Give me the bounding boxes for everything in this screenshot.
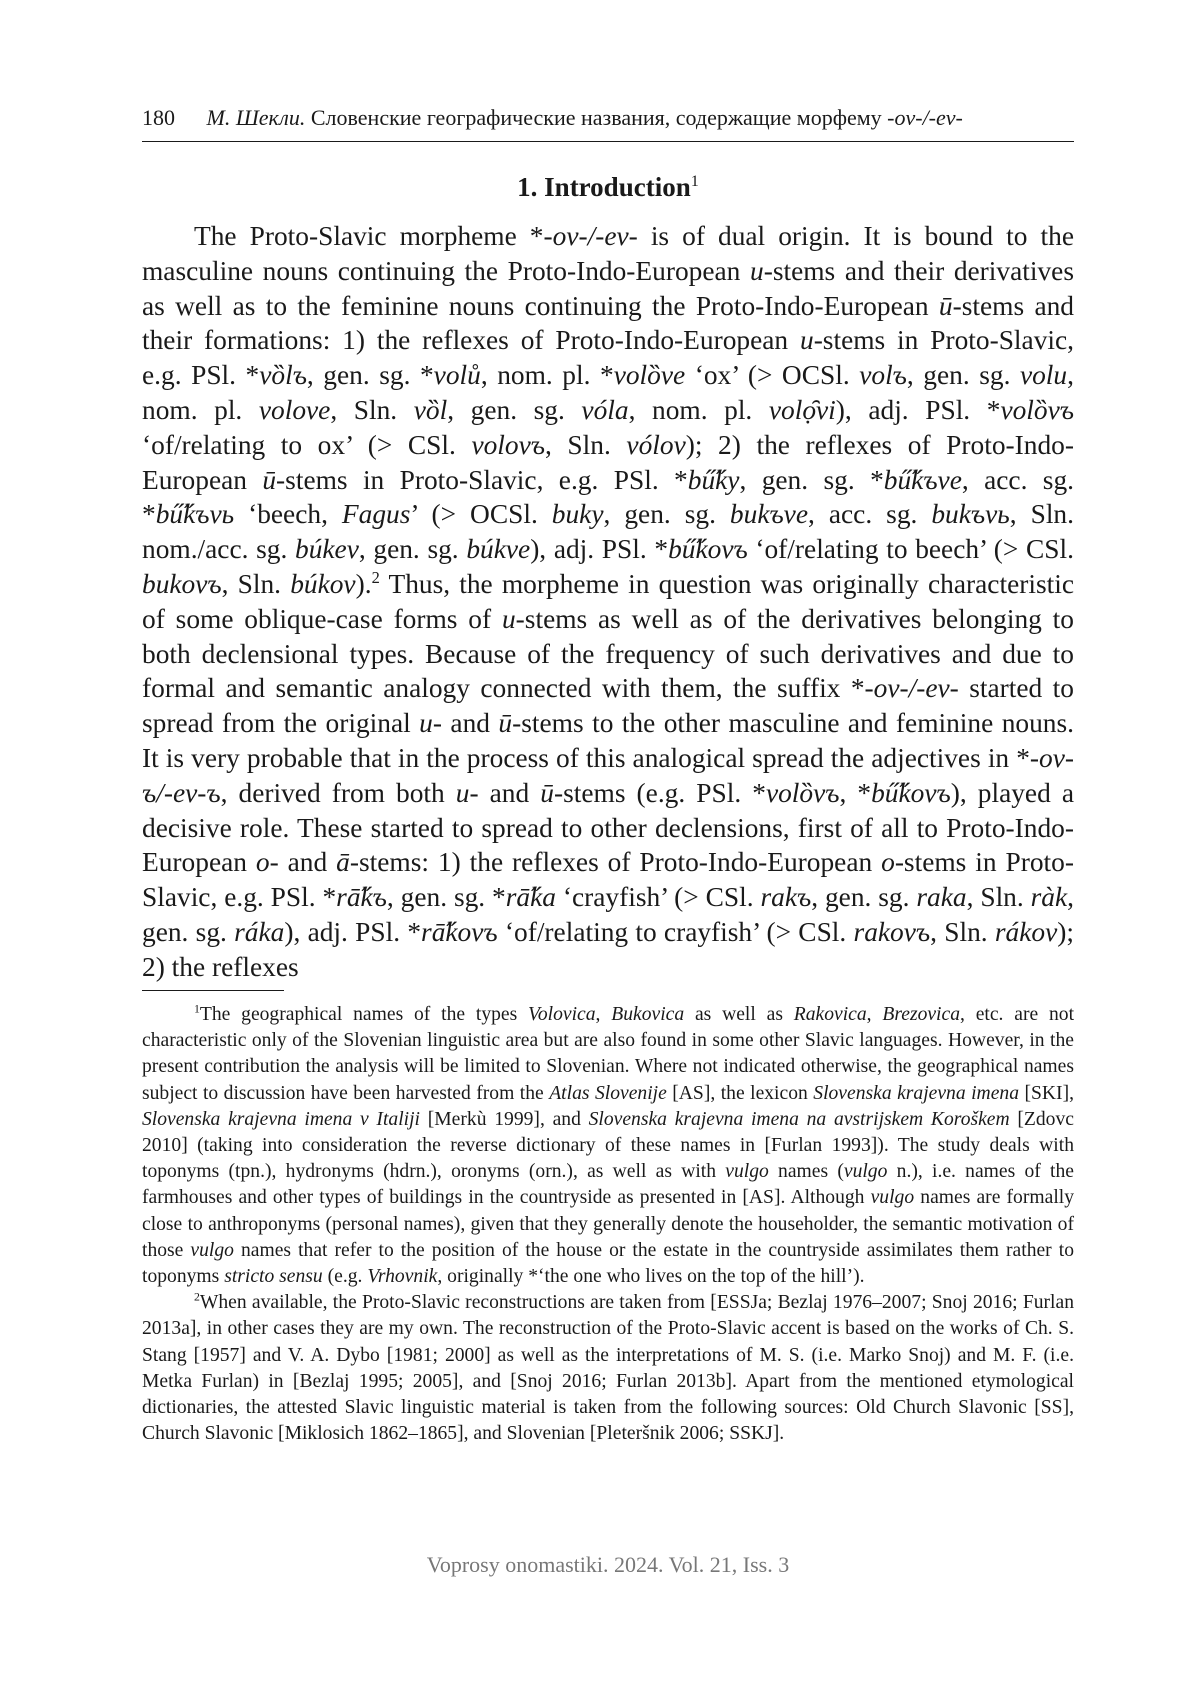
text-run: , Sln. [545, 429, 627, 460]
text-run: - and [469, 777, 541, 808]
text-run: , Sln. [966, 882, 1031, 913]
italic-term: ū [540, 777, 554, 808]
text-run: , gen. sg. [142, 882, 1074, 947]
italic-term: u [799, 325, 814, 356]
italic-term: ráka [234, 916, 285, 947]
text-run: [Zdovc 2010] (taking into consideration the reverse dictionary of these names in [Furlan 1993]). The study deals with toponyms (tpn.), hydronyms (hdrn.), oronyms (orn.), as well as with [142, 1108, 1074, 1183]
text-run: The Proto-Slavic morpheme * [194, 221, 544, 251]
text-run: -stems in Proto-Slavic, e.g. PSl. * [142, 325, 1074, 391]
text-run: -stems (e.g. PSl. * [553, 777, 766, 808]
italic-term: volove [258, 394, 331, 425]
italic-term: volovъ [471, 429, 545, 460]
italic-term: rā̋kovъ [421, 916, 498, 947]
italic-term: rā̋ka [505, 882, 556, 913]
italic-term: Brezovica [882, 1004, 960, 1025]
footnote-number: 2 [194, 1290, 200, 1304]
italic-term: -ov-/-ev- [543, 221, 638, 251]
text-run: names are formally close to anthroponyms (personal names), given that they generally denote the householder, the semantic motivation of those [142, 1187, 1074, 1261]
footnote-ref-1[interactable]: 1 [690, 172, 699, 190]
italic-term: buky [551, 499, 604, 530]
italic-term: Atlas Slovenije [549, 1082, 667, 1104]
text-run: -stems to the other masculine and feminine nouns. It is very probable that in the process of this analogical spread the adjectives in * [142, 708, 1075, 773]
header-title: Словенские географические названия, содержащие морфему [310, 105, 882, 130]
text-run: ‘of/relating to beech’ (> CSl. [747, 534, 1074, 565]
text-run: ‘ox’ (> OCSl. [685, 360, 860, 391]
text-run: When available, the Proto-Slavic reconstructions are taken from [ESSJa; Bezlaj 1976–2007; Snoj 2016; Furlan 2013a], in other cases they are my own. The reconstruction of the Proto-Slavic accent is based on the works of Ch. S. Stang [1957] and V. A. Dybo [1981; 2000] as well as the interpretations of M. S. (i.e. Marko Snoj) and M. F. (i.e. Metka Furlan) in [Bezlaj 1995; 2005], and [Snoj 2016; Furlan 2013b]. Apart from the mentioned etymological dictionaries, the attested Slavic linguistic material is taken from the following sources: Old Church Slavonic [SS], Church Slavonic [Miklosich 1862–1865], and Slovenian [Pleteršnik 2006; SSKJ]. [142, 1292, 1074, 1445]
text-run: (e.g. [322, 1266, 368, 1288]
italic-term: rakovъ [853, 916, 931, 947]
italic-term: u [419, 708, 433, 739]
italic-term: -ov-/-ev- [864, 673, 959, 704]
running-head [142, 104, 1074, 132]
text-run: , acc. sg. [808, 499, 932, 530]
footnotes [142, 1002, 1074, 1447]
text-run: , [595, 1004, 612, 1025]
body-paragraph [142, 219, 1074, 985]
text-run: -stems and their formations: 1) the reflexes of Proto-Indo-European [142, 290, 1074, 356]
text-run: -stems in Proto-Slavic, e.g. PSl. * [142, 847, 1074, 913]
italic-term: bű̋ky [687, 464, 740, 495]
text-run: ‘of/relating to ox’ (> CSl. [142, 429, 472, 460]
italic-term: vȍl [413, 394, 448, 425]
text-run: , * [839, 777, 872, 808]
italic-term: u [455, 777, 470, 808]
italic-term: vulgo [843, 1161, 888, 1183]
italic-term: volọ̑vi [768, 394, 836, 425]
italic-term: bű̋kъve [883, 464, 962, 495]
text-run: ’ (> OCSl. [410, 499, 552, 530]
text-run: , nom. pl. [142, 360, 1074, 425]
italic-term: bű̋kъvь [155, 499, 235, 530]
text-run: ); 2) the reflexes [142, 916, 1074, 982]
text-run: , originally *‘the one who lives on the top of the hill’). [437, 1266, 865, 1288]
footnote-number: 1 [194, 1002, 200, 1016]
italic-term: rákov [994, 916, 1058, 947]
italic-term: bukъvь [931, 499, 1010, 530]
text-run: Thus, the morpheme in question was originally characteristic of some oblique-case forms of [142, 568, 1074, 634]
text-run: , gen. sg. [811, 882, 917, 913]
italic-term: vulgo [725, 1161, 769, 1183]
italic-term: bukovъ [142, 568, 222, 599]
italic-term: rā̋kъ [336, 882, 387, 913]
section-title [142, 170, 1074, 204]
italic-term: Volovica [528, 1004, 596, 1025]
italic-term: volȍve [613, 360, 686, 391]
text-run: , gen. sg. * [739, 464, 884, 495]
text-run: , Sln. [930, 916, 995, 947]
italic-term: volu [1019, 360, 1068, 391]
italic-term: bukъve [729, 499, 809, 530]
italic-term: Bukovica [611, 1004, 685, 1025]
italic-term: ā [336, 847, 350, 878]
italic-term: ū [262, 464, 277, 495]
text-run: , Sln. [330, 394, 414, 425]
italic-term: Rakovica [793, 1004, 867, 1025]
italic-term: Fagus [341, 499, 411, 530]
italic-term: u [501, 603, 516, 634]
italic-term: búkev [295, 534, 359, 565]
italic-term: raka [916, 882, 967, 913]
italic-term: Vrhovnik [367, 1266, 438, 1288]
footnote-ref[interactable]: 2 [371, 567, 380, 587]
italic-term: stricto sensu [224, 1266, 323, 1288]
page-number: 180 [142, 105, 175, 130]
text-run: , derived from both [220, 777, 456, 808]
text-run: , gen. sg. [358, 534, 467, 565]
text-run: -stems in Proto-Slavic, e.g. PSl. * [276, 464, 688, 495]
text-run: as well as [684, 1004, 794, 1025]
italic-term: rakъ [760, 882, 812, 913]
text-run: is of dual origin. It is bound to the masculine nouns continuing the Proto-Indo-European [142, 221, 1074, 286]
text-run: The geographical names of the types [199, 1004, 529, 1025]
italic-term: Slovenska krajevna imena [813, 1082, 1019, 1104]
text-run: [SKI], [1019, 1082, 1074, 1104]
footnote-1 [142, 1002, 1074, 1290]
text-run: ‘beech, [234, 499, 342, 530]
text-run: n.), i.e. names of the farmhouses and other types of buildings in the countryside as presented in [AS]. Although [142, 1161, 1074, 1209]
text-run: , gen. sg. * [306, 360, 434, 391]
italic-term: Slovenska krajevna imena v Italiji [142, 1108, 420, 1130]
text-run: , gen. sg. * [386, 882, 506, 913]
text-run: , acc. sg. * [142, 464, 1074, 530]
italic-term: búkve [466, 534, 531, 565]
italic-term: bű̋kovъ [871, 777, 951, 808]
italic-term: volȍvъ [1000, 394, 1074, 425]
text-run: [AS], the lexicon [666, 1082, 814, 1104]
italic-term: bű̋kovъ [668, 534, 748, 565]
text-run: ), adj. PSl. * [284, 916, 422, 947]
text-run: , nom. pl. [628, 394, 769, 425]
text-run: [Merkù 1999], and [419, 1108, 589, 1130]
italic-term: Slovenska krajevna imena na avstrijskem Koroškem [588, 1108, 1010, 1130]
italic-term: o [255, 847, 270, 878]
italic-term: ràk [1030, 882, 1068, 913]
text-run: , gen. sg. [906, 360, 1020, 391]
italic-term: vȍlъ [259, 360, 307, 391]
italic-term: vulgo [870, 1187, 915, 1209]
italic-term: o [881, 847, 895, 878]
italic-term: volъ [859, 360, 907, 391]
text-run: started to spread from the original [142, 673, 1074, 739]
footnote-2 [142, 1290, 1074, 1447]
text-run: ). [355, 568, 372, 599]
text-run: - and [269, 847, 337, 878]
text-run: ); 2) the reflexes of Proto-Indo-European [142, 429, 1074, 495]
text-run: names that refer to the position of the house or the estate in the countryside assimilates them rather to toponyms [142, 1239, 1074, 1288]
italic-term: búkov [290, 568, 356, 599]
italic-term: -ov-ъ/-ev-ъ [142, 742, 1074, 808]
text-run: , nom. pl. * [480, 360, 614, 391]
header-author: М. Шекли. [206, 105, 306, 130]
text-run: -stems: 1) the reflexes of Proto-Indo-European [349, 847, 882, 878]
text-run: , gen. sg. [447, 394, 582, 425]
text-run: -stems as well as of the derivatives belonging to both declensional types. Because of the frequency of such derivatives and due to formal and semantic analogy connected with them, the suffix * [142, 603, 1074, 704]
text-run: names ( [768, 1161, 844, 1183]
italic-term: ū [498, 708, 513, 739]
text-run: - and [432, 708, 499, 739]
text-run: ), adj. PSl. * [835, 394, 1001, 425]
text-run: ‘of/relating to crayfish’ (> CSl. [497, 916, 854, 947]
italic-term: volȍvъ [765, 777, 840, 808]
text-run: , Sln. nom./acc. sg. [142, 499, 1074, 565]
italic-term: vóla [581, 394, 629, 425]
italic-term: ū [938, 290, 953, 321]
footnote-separator [142, 990, 284, 991]
text-run: , etc. are not characteristic only of the Slovenian linguistic area but are also found in some other Slavic languages. However, in the present contribution the analysis will be limited to Slovenian. Where not indicated otherwise, the geographical names subject to discussion have been harvested from the [142, 1004, 1075, 1104]
journal-citation: Voprosy onomastiki. 2024. Vol. 21, Iss. 3 [426, 1552, 790, 1577]
header-morpheme: -ov-/-ev- [887, 105, 963, 130]
text-run: ), played a decisive role. These started to spread to other declensions, first of all to Proto-Indo-European [142, 777, 1074, 878]
section-title-text: 1. Introduction [517, 172, 691, 202]
italic-term: volů [433, 360, 481, 391]
italic-term: vólov [626, 429, 686, 460]
header-rule [142, 141, 1074, 142]
italic-term: u [750, 255, 764, 286]
text-run: , [866, 1004, 883, 1025]
text-run: , gen. sg. [603, 499, 730, 530]
text-run: , Sln. [221, 568, 291, 599]
text-run: -stems and their derivatives as well as to the feminine nouns continuing the Proto-Indo-European [142, 255, 1075, 321]
page-footer [142, 1552, 1074, 1578]
italic-term: vulgo [190, 1239, 234, 1261]
text-run: ), adj. PSl. * [530, 534, 669, 565]
text-run: ‘crayfish’ (> CSl. [555, 882, 761, 913]
